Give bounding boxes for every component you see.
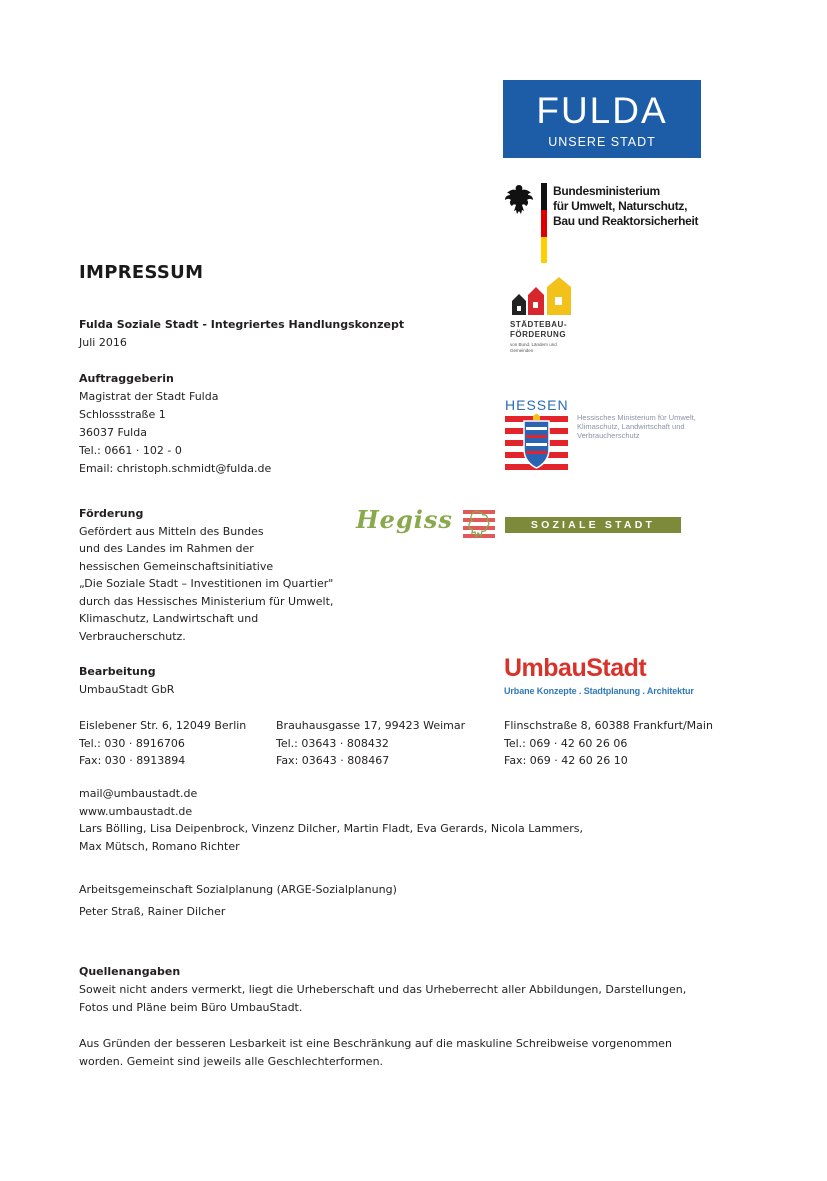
address-line: Magistrat der Stadt Fulda (79, 390, 219, 403)
page-title: IMPRESSUM (79, 262, 204, 283)
office-fax: Fax: 069 · 42 60 26 10 (504, 754, 628, 767)
staedtebau-line: STÄDTEBAU- (510, 320, 567, 329)
quellen-block (79, 963, 686, 1017)
umbaustadt-logo-word: UmbauStadt (504, 654, 647, 682)
hessen-line: Klimaschutz, Landwirtschaft und (577, 422, 685, 431)
section-heading: Quellenangaben (79, 965, 181, 978)
website-line: www.umbaustadt.de (79, 804, 193, 818)
phone-line: Tel.: 0661 · 102 - 0 (79, 444, 182, 457)
project-date: Juli 2016 (79, 336, 127, 349)
hessen-line: Hessisches Ministerium für Umwelt, (577, 413, 696, 422)
hessen-lion-icon (462, 506, 496, 542)
hessen-coat-of-arms-icon (505, 413, 568, 473)
fulda-logo (503, 80, 701, 158)
body-line: Fotos und Pläne beim Büro UmbauStadt. (79, 1001, 303, 1014)
office-frankfurt (504, 717, 713, 770)
hessen-line: Verbraucherschutz (577, 431, 640, 440)
body-line: Klimaschutz, Landwirtschaft und (79, 612, 259, 625)
company-name: UmbauStadt GbR (79, 683, 175, 696)
federal-eagle-icon (504, 183, 534, 217)
office-berlin (79, 717, 246, 770)
staedtebau-line: FÖRDERUNG (510, 329, 567, 339)
hessen-ministry-text (577, 413, 696, 440)
section-heading: Bearbeitung (79, 665, 156, 678)
project-name: Fulda Soziale Stadt - Integriertes Handlungskonzept (79, 318, 405, 331)
fulda-logo-sub: UNSERE STADT (548, 135, 656, 149)
auftraggeberin-block (79, 370, 271, 478)
hessen-logo-word: HESSEN (505, 397, 569, 413)
section-heading: Auftraggeberin (79, 372, 174, 385)
address-line: Schlossstraße 1 (79, 408, 166, 421)
office-tel: Tel.: 030 · 8916706 (79, 736, 185, 750)
arge-block (79, 879, 397, 923)
bmub-line: Bundesministerium (553, 184, 660, 198)
office-weimar (276, 717, 465, 770)
office-address: Flinschstraße 8, 60388 Frankfurt/Main (504, 719, 713, 732)
arge-name: Arbeitsgemeinschaft Sozialplanung (ARGE-Sozialplanung) (79, 883, 397, 896)
body-line: Soweit nicht anders vermerkt, liegt die Urheberschaft und das Urheberrecht aller Abbildungen, Darstellungen, (79, 983, 687, 996)
soziale-stadt-bar: SOZIALE STADT (505, 517, 681, 533)
contact-block (79, 785, 583, 855)
body-line: Verbraucherschutz. (79, 629, 186, 643)
hegiss-logo-word: Hegiss (356, 505, 453, 534)
houses-icon (510, 275, 574, 315)
body-line: Gefördert aus Mitteln des Bundes (79, 524, 264, 538)
body-line: hessischen Gemeinschaftsinitiative (79, 559, 274, 573)
office-tel: Tel.: 03643 · 808432 (276, 736, 389, 750)
note-block (79, 1035, 672, 1071)
bmub-line: Bau und Reaktorsicherheit (553, 214, 699, 228)
team-line: Max Mütsch, Romano Richter (79, 839, 240, 853)
office-fax: Fax: 030 · 8913894 (79, 754, 186, 767)
email-line: Email: christoph.schmidt@fulda.de (79, 462, 272, 475)
bmub-line: für Umwelt, Naturschutz, (553, 199, 688, 213)
office-address: Brauhausgasse 17, 99423 Weimar (276, 719, 466, 732)
office-tel: Tel.: 069 · 42 60 26 06 (504, 736, 628, 750)
bmub-logo-text (553, 184, 698, 229)
body-line: worden. Gemeint sind jeweils alle Geschlechterformen. (79, 1055, 384, 1068)
umbaustadt-logo-tagline: Urbane Konzepte . Stadtplanung . Architektur (504, 686, 694, 696)
address-line: 36037 Fulda (79, 426, 147, 439)
german-flag-stripe (541, 183, 547, 263)
staedtebau-logo-text (510, 320, 567, 339)
body-line: durch das Hessisches Ministerium für Umwelt, (79, 594, 334, 608)
foerderung-block (79, 505, 333, 645)
office-fax: Fax: 03643 · 808467 (276, 754, 390, 767)
body-line: Aus Gründen der besseren Lesbarkeit ist eine Beschränkung auf die maskuline Schreibweise vorgenommen (79, 1037, 672, 1050)
email-line: mail@umbaustadt.de (79, 787, 198, 800)
bearbeitung-block (79, 663, 174, 699)
staedtebau-small-text: von Bund, Ländern und Gemeinden (510, 342, 557, 353)
project-block (79, 316, 404, 352)
body-line: „Die Soziale Stadt – Investitionen im Quartier" (79, 577, 334, 590)
fulda-logo-main: FULDA (536, 90, 668, 131)
team-line: Lars Bölling, Lisa Deipenbrock, Vinzenz Dilcher, Martin Fladt, Eva Gerards, Nicola Lammers, (79, 822, 584, 835)
section-heading: Förderung (79, 507, 144, 520)
arge-people: Peter Straß, Rainer Dilcher (79, 905, 226, 918)
office-address: Eislebener Str. 6, 12049 Berlin (79, 719, 247, 732)
body-line: und des Landes im Rahmen der (79, 542, 254, 555)
